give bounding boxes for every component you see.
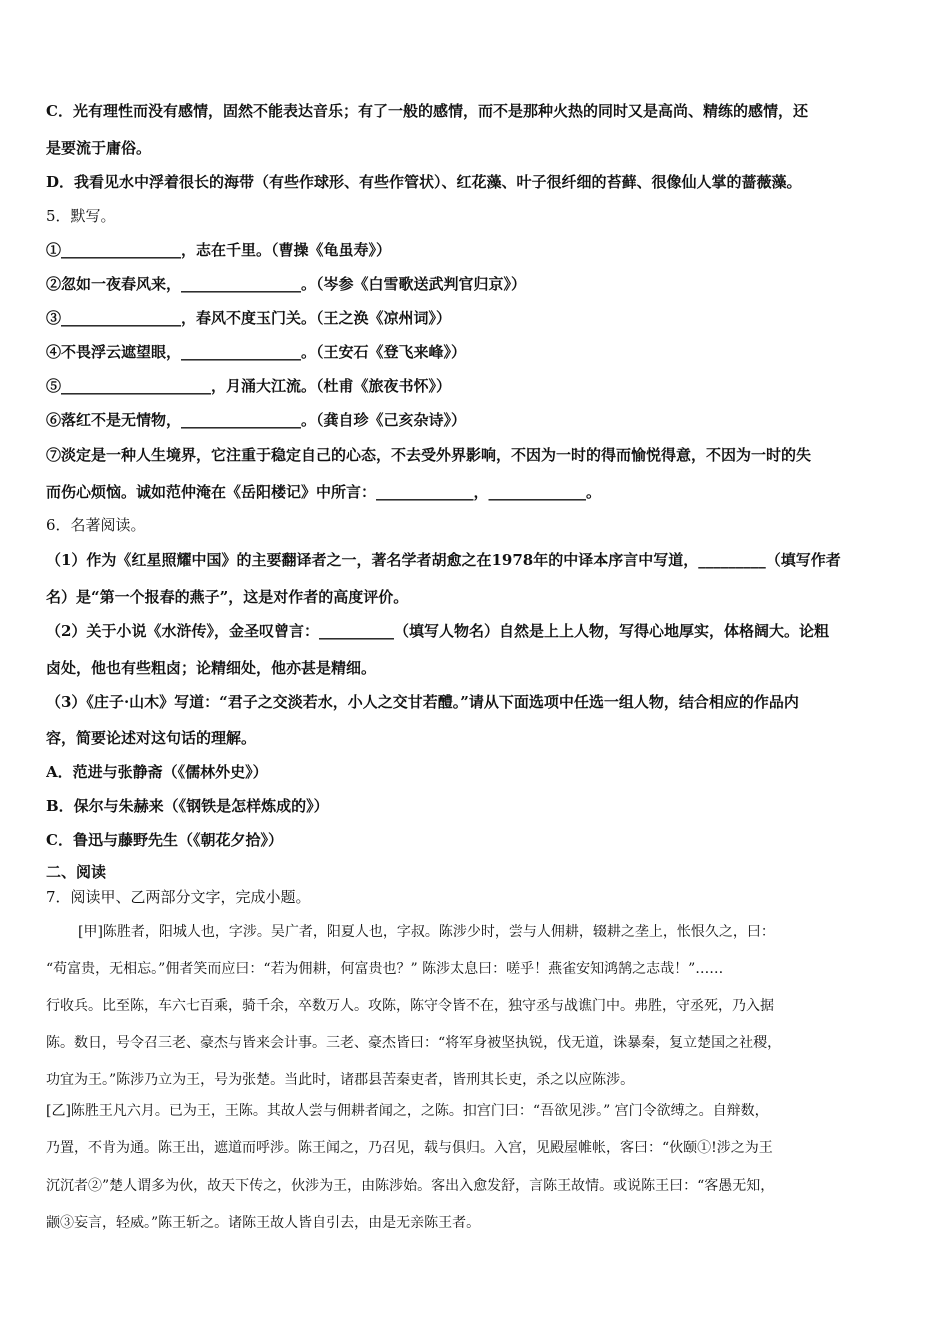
q7-jia-line-2: “苟富贵，无相忘。”佣者笑而应曰：“若为佣耕，何富贵也？” 陈涉太息曰：嗟乎！燕雀安知鸿鹄之志哉！”…… xyxy=(46,961,724,977)
q6-part3-line-2: 容，简要论述对这句话的理解。 xyxy=(46,729,257,747)
q4-option-d: D．我看见水中浮着很长的海带（有些作球形、有些作管状）、红花藻、叶子很纤细的苔藓、很像仙人掌的蔷薇藻。 xyxy=(46,173,802,191)
q6-title: 6．名著阅读。 xyxy=(46,516,146,534)
q5-item-2: ②忽如一夜春风来，________________。（岑参《白雪歌送武判官归京》） xyxy=(46,275,527,293)
q5-item-5: ⑤____________________，月涌大江流。（杜甫《旅夜书怀》） xyxy=(46,377,452,395)
q7-yi-line-2: 乃置，不肯为通。陈王出，遮道而呼涉。陈王闻之，乃召见，载与俱归。入宫，见殿屋帷帐，客曰：“伙颐①!涉之为王 xyxy=(46,1140,773,1156)
q5-item-3: ③________________，春风不度玉门关。（王之涣《凉州词》） xyxy=(46,309,452,327)
q5-item-4: ④不畏浮云遮望眼，________________。（王安石《登飞来峰》） xyxy=(46,343,467,361)
q5-item-7-line-2: 而伤心烦恼。诚如范仲淹在《岳阳楼记》中所言：_____________，_____________。 xyxy=(46,483,602,501)
q4-option-c-line-2: 是要流于庸俗。 xyxy=(46,139,152,157)
q7-jia-line-4: 陈。数日，号令召三老、豪杰与皆来会计事。三老、豪杰皆曰：“将军身被坚执锐，伐无道，诛暴秦，复立楚国之社稷， xyxy=(46,1035,782,1051)
q6-option-c: C．鲁迅与藤野先生（《朝花夕拾》） xyxy=(46,831,283,849)
section-2-title: 二、阅读 xyxy=(46,863,107,881)
q6-option-a: A．范进与张静斋（《儒林外史》） xyxy=(46,763,268,781)
q6-part1-line-1: （1）作为《红星照耀中国》的主要翻译者之一，著名学者胡愈之在1978年的中译本序言中写道，_________（填写作者 xyxy=(46,551,841,569)
q5-item-7-line-1: ⑦淡定是一种人生境界，它注重于稳定自己的心态，不去受外界影响，不因为一时的得而愉悦得意，不因为一时的失 xyxy=(46,446,812,464)
q6-part3-line-1: （3）《庄子·山木》写道：“君子之交淡若水，小人之交甘若醴。”请从下面选项中任选一组人物，结合相应的作品内 xyxy=(46,693,799,711)
q5-item-6: ⑥落红不是无情物，________________。（龚自珍《己亥杂诗》） xyxy=(46,411,467,429)
q7-jia-line-1: [甲]陈胜者，阳城人也，字涉。吴广者，阳夏人也，字叔。陈涉少时，尝与人佣耕，辍耕之垄上，怅恨久之，曰： xyxy=(78,924,775,940)
q6-option-b: B．保尔与朱赫来（《钢铁是怎样炼成的》） xyxy=(46,797,329,815)
q7-yi-line-4: 颛③妄言，轻威。”陈王斩之。诸陈王故人皆自引去，由是无亲陈王者。 xyxy=(46,1215,481,1231)
q5-item-1: ①________________，志在千里。（曹操《龟虽寿》） xyxy=(46,241,392,259)
q6-part1-line-2: 名）是“第一个报春的燕子”，这是对作者的高度评价。 xyxy=(46,588,409,606)
q4-option-c-line-1: C．光有理性而没有感情，固然不能表达音乐；有了一般的感情，而不是那种火热的同时又是高尚、精练的感情，还 xyxy=(46,102,808,120)
q6-part2-line-1: （2）关于小说《水浒传》，金圣叹曾言：__________（填写人物名）自然是上上人物，写得心地厚实，体格阔大。论粗 xyxy=(46,622,829,640)
q7-yi-line-1: [乙]陈胜王凡六月。已为王，王陈。其故人尝与佣耕者闻之，之陈。扣宫门曰：“吾欲见涉。” 宫门令欲缚之。自辩数， xyxy=(46,1103,769,1119)
q5-title: 5．默写。 xyxy=(46,207,116,225)
q7-jia-line-3: 行收兵。比至陈，车六七百乘，骑千余，卒数万人。攻陈，陈守令皆不在，独守丞与战谯门中。弗胜，守丞死，乃入据 xyxy=(46,998,774,1014)
q7-yi-line-3: 沉沉者②”楚人谓多为伙，故天下传之，伙涉为王，由陈涉始。客出入愈发舒，言陈王故情。或说陈王曰：“客愚无知， xyxy=(46,1178,775,1194)
q6-part2-line-2: 卤处，他也有些粗卤；论精细处，他亦甚是精细。 xyxy=(46,659,377,677)
q7-jia-line-5: 功宜为王。”陈涉乃立为王，号为张楚。当此时，诸郡县苦秦吏者，皆刑其长吏，杀之以应陈涉。 xyxy=(46,1072,635,1088)
q7-title: 7．阅读甲、乙两部分文字，完成小题。 xyxy=(46,888,311,906)
